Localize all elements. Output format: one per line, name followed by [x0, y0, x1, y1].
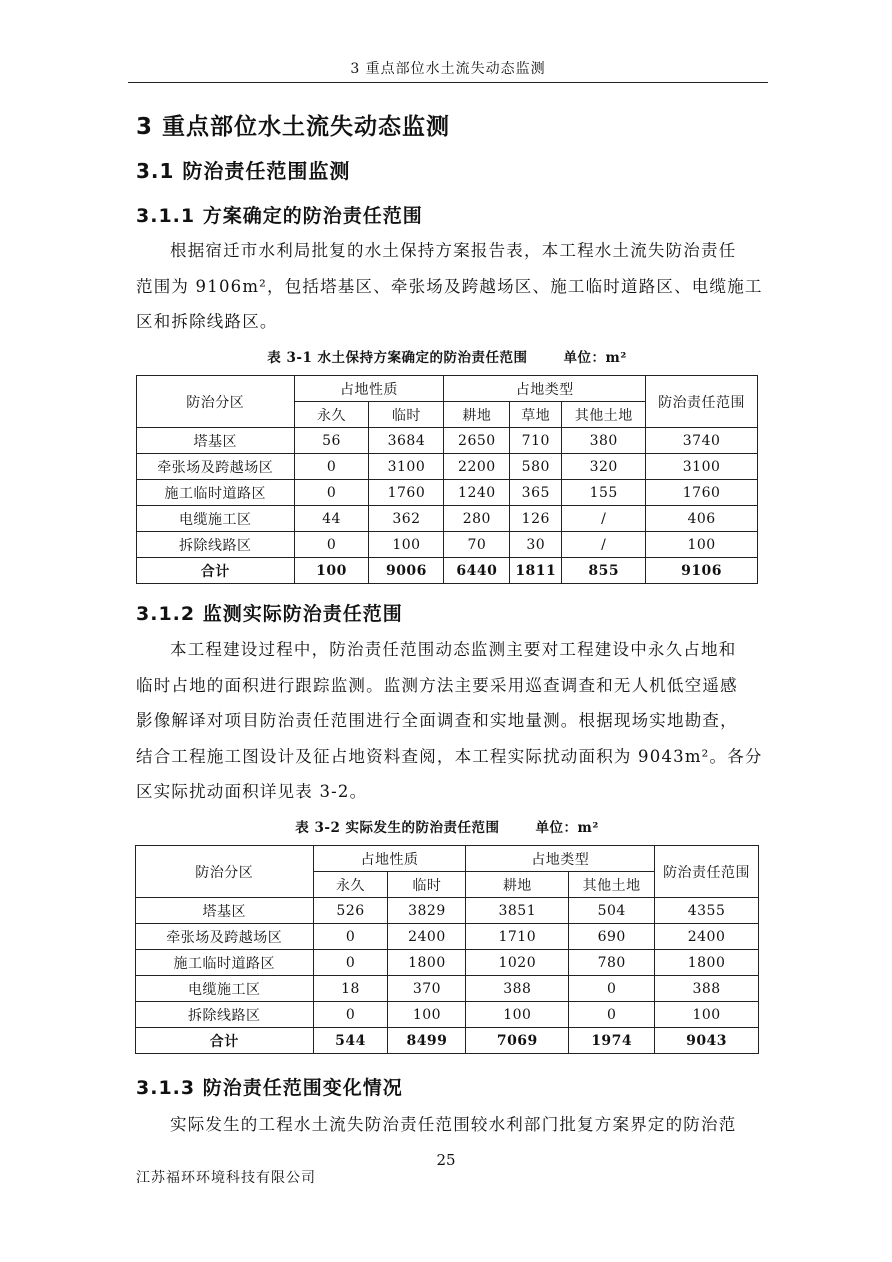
- chapter-heading: 3 重点部位水土流失动态监测: [136, 114, 451, 140]
- header-temporary: 临时: [369, 402, 444, 428]
- table-cell: 1974: [569, 1028, 655, 1054]
- paragraph-approved-scope: [136, 233, 763, 340]
- table-cell: 牵张场及跨越场区: [137, 454, 295, 480]
- table-cell: 3829: [388, 898, 466, 924]
- table-row: [136, 1002, 759, 1028]
- paragraph-line: 影像解译对项目防治责任范围进行全面调查和实地量测。根据现场实地勘查，: [136, 711, 738, 730]
- header-farmland: 耕地: [444, 402, 510, 428]
- table-cell: /: [562, 506, 646, 532]
- table-total-row: [136, 1028, 759, 1054]
- table-cell: 70: [444, 532, 510, 558]
- header-responsibility-range: 防治责任范围: [646, 376, 758, 428]
- table-cell: 280: [444, 506, 510, 532]
- table-cell: 0: [313, 924, 388, 950]
- table-row: [136, 898, 759, 924]
- table-cell: 拆除线路区: [137, 532, 295, 558]
- header-land-type: 占地类型: [466, 846, 655, 872]
- table-cell: 710: [510, 428, 562, 454]
- paragraph-line: 范围为 9106m²，包括塔基区、牵张场及跨越场区、施工临时道路区、电缆施工: [136, 276, 763, 296]
- table-cell: 1710: [466, 924, 569, 950]
- table-cell: 3740: [646, 428, 758, 454]
- table-cell: 1760: [369, 480, 444, 506]
- table-cell: 380: [562, 428, 646, 454]
- table-cell: 电缆施工区: [136, 976, 314, 1002]
- table-cell: 2200: [444, 454, 510, 480]
- table-cell: 0: [294, 480, 369, 506]
- table-cell: 370: [388, 976, 466, 1002]
- table-cell: 0: [313, 950, 388, 976]
- table-caption-text: 表 3-1 水土保持方案确定的防治责任范围: [267, 350, 528, 366]
- table-cell: 100: [466, 1002, 569, 1028]
- table-cell: 1800: [388, 950, 466, 976]
- table-row: [136, 976, 759, 1002]
- table-cell: 4355: [655, 898, 759, 924]
- table-cell: 362: [369, 506, 444, 532]
- header-other-land: 其他土地: [562, 402, 646, 428]
- table-cell: 1240: [444, 480, 510, 506]
- table-row: [137, 480, 758, 506]
- table-cell: 44: [294, 506, 369, 532]
- table-cell: 9006: [369, 558, 444, 584]
- table-cell: 155: [562, 480, 646, 506]
- paragraph-actual-scope: [136, 632, 763, 810]
- header-zone: 防治分区: [136, 846, 314, 898]
- table-cell: 504: [569, 898, 655, 924]
- section-heading-3-1-1: 3.1.1 方案确定的防治责任范围: [136, 205, 423, 227]
- header-responsibility-range: 防治责任范围: [655, 846, 759, 898]
- table-3-2-caption: [136, 816, 758, 836]
- table-3-2: [135, 845, 759, 1054]
- table-3-1-caption: [136, 346, 758, 366]
- table-cell: 合计: [136, 1028, 314, 1054]
- table-cell: 100: [369, 532, 444, 558]
- table-cell: 6440: [444, 558, 510, 584]
- table-row: [136, 950, 759, 976]
- paragraph-line: 区实际扰动面积详见表 3-2。: [136, 782, 368, 801]
- table-cell: 1760: [646, 480, 758, 506]
- table-cell: 30: [510, 532, 562, 558]
- header-grassland: 草地: [510, 402, 562, 428]
- table-cell: 3684: [369, 428, 444, 454]
- table-unit: 单位：m²: [535, 820, 599, 836]
- header-temporary: 临时: [388, 872, 466, 898]
- table-cell: 电缆施工区: [137, 506, 295, 532]
- header-permanent: 永久: [313, 872, 388, 898]
- table-cell: 1811: [510, 558, 562, 584]
- table-cell: 690: [569, 924, 655, 950]
- table-cell: 0: [569, 1002, 655, 1028]
- table-cell: 544: [313, 1028, 388, 1054]
- table-cell: 2650: [444, 428, 510, 454]
- table-cell: 100: [294, 558, 369, 584]
- table-cell: 8499: [388, 1028, 466, 1054]
- table-cell: 1020: [466, 950, 569, 976]
- table-cell: 0: [294, 454, 369, 480]
- table-cell: 406: [646, 506, 758, 532]
- table-cell: 56: [294, 428, 369, 454]
- section-heading-3-1: 3.1 防治责任范围监测: [136, 159, 351, 183]
- table-row: [137, 454, 758, 480]
- table-cell: 388: [655, 976, 759, 1002]
- table-cell: 1800: [655, 950, 759, 976]
- table-cell: 780: [569, 950, 655, 976]
- table-cell: 0: [294, 532, 369, 558]
- paragraph-line: 临时占地的面积进行跟踪监测。监测方法主要采用巡查调查和无人机低空遥感: [136, 675, 738, 695]
- table-cell: 合计: [137, 558, 295, 584]
- table-cell: 0: [569, 976, 655, 1002]
- table-cell: 126: [510, 506, 562, 532]
- table-cell: 100: [388, 1002, 466, 1028]
- header-farmland: 耕地: [466, 872, 569, 898]
- paragraph-line: 根据宿迁市水利局批复的水土保持方案报告表，本工程水土流失防治责任: [170, 241, 737, 260]
- paragraph-line: 结合工程施工图设计及征占地资料查阅，本工程实际扰动面积为 9043m²。各分: [136, 746, 763, 766]
- table-row: [137, 428, 758, 454]
- table-cell: 18: [313, 976, 388, 1002]
- table-cell: 365: [510, 480, 562, 506]
- table-cell: 施工临时道路区: [137, 480, 295, 506]
- table-row: [137, 506, 758, 532]
- paragraph-scope-change: [136, 1107, 758, 1143]
- table-cell: 855: [562, 558, 646, 584]
- table-cell: 580: [510, 454, 562, 480]
- footer-company-name: 江苏福环环境科技有限公司: [136, 1170, 316, 1186]
- header-land-nature: 占地性质: [294, 376, 444, 402]
- table-cell: 7069: [466, 1028, 569, 1054]
- table-cell: 9043: [655, 1028, 759, 1054]
- paragraph-line: 实际发生的工程水土流失防治责任范围较水利部门批复方案界定的防治范: [170, 1115, 737, 1134]
- table-3-1: [136, 375, 758, 584]
- paragraph-line: 本工程建设过程中，防治责任范围动态监测主要对工程建设中永久占地和: [170, 640, 737, 659]
- header-zone: 防治分区: [137, 376, 295, 428]
- table-caption-text: 表 3-2 实际发生的防治责任范围: [295, 820, 500, 836]
- table-cell: 2400: [388, 924, 466, 950]
- table-cell: 0: [313, 1002, 388, 1028]
- section-heading-3-1-2: 3.1.2 监测实际防治责任范围: [136, 603, 403, 625]
- table-cell: 施工临时道路区: [136, 950, 314, 976]
- table-cell: 2400: [655, 924, 759, 950]
- table-header-row: [137, 376, 758, 402]
- table-cell: 100: [646, 532, 758, 558]
- table-row: [136, 924, 759, 950]
- table-cell: 3100: [369, 454, 444, 480]
- header-other-land: 其他土地: [569, 872, 655, 898]
- page-number: 25: [436, 1151, 456, 1169]
- table-cell: 388: [466, 976, 569, 1002]
- paragraph-line: 区和拆除线路区。: [136, 312, 278, 331]
- section-heading-3-1-3: 3.1.3 防治责任范围变化情况: [136, 1077, 403, 1099]
- table-cell: 320: [562, 454, 646, 480]
- header-permanent: 永久: [294, 402, 369, 428]
- table-unit: 单位：m²: [563, 350, 627, 366]
- table-cell: 塔基区: [136, 898, 314, 924]
- table-cell: 牵张场及跨越场区: [136, 924, 314, 950]
- table-cell: 526: [313, 898, 388, 924]
- running-header: 3 重点部位水土流失动态监测: [350, 61, 546, 77]
- table-cell: 塔基区: [137, 428, 295, 454]
- header-divider: [128, 82, 768, 83]
- table-cell: 100: [655, 1002, 759, 1028]
- table-row: [137, 532, 758, 558]
- table-cell: 拆除线路区: [136, 1002, 314, 1028]
- table-cell: 3100: [646, 454, 758, 480]
- table-cell: 9106: [646, 558, 758, 584]
- table-header-row: [136, 846, 759, 872]
- table-total-row: [137, 558, 758, 584]
- table-cell: 3851: [466, 898, 569, 924]
- header-land-type: 占地类型: [444, 376, 646, 402]
- table-cell: /: [562, 532, 646, 558]
- header-land-nature: 占地性质: [313, 846, 466, 872]
